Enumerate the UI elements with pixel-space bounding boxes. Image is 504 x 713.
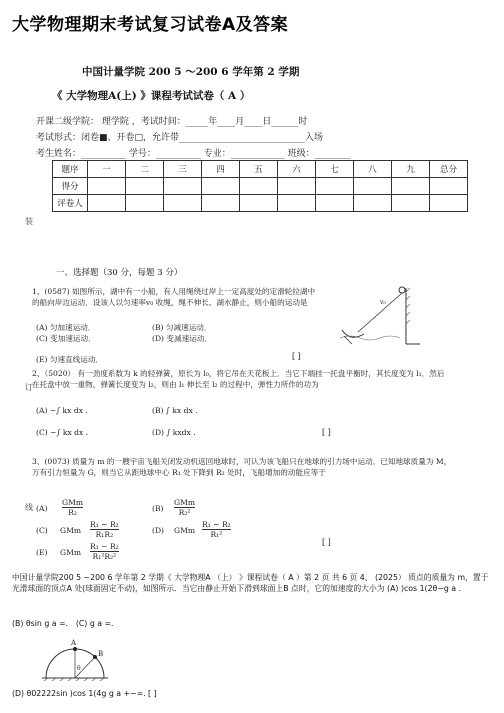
- q3-a-numerator: GMm: [62, 498, 84, 507]
- info-line-2: 考试形式：闭卷■、开卷□，允许带____________________________入场: [36, 133, 324, 143]
- info-line-3: 考生姓名：__________ 学号：__________ 专业：____________ 班级：________: [36, 149, 351, 159]
- q3-c-numerator: R₁ − R₂: [90, 520, 119, 529]
- q3-e-denominator: R₁²R₂²: [92, 552, 117, 561]
- q3-stem: 3、(0073) 质量为 m 的一艘宇宙飞船关闭发动机返回地球时，可认为该飞船只在地球的引力场中运动．已知地球质量为 M，万有引力恒量为 G，则当它从距地球中心 R₁ 处下降到 R₂ 处时，飞船增加的动能应等于: [32, 457, 452, 477]
- score-header: 二: [126, 161, 164, 178]
- q2-stem: 2、（5020） 有一劲度系数为 k 的轻弹簧，原长为 l₀，将它吊在天花板上．当它下端挂一托盘平衡时，其长度变为 l₁．然后在托盘中放一重物，弹簧长度变为 l₂，则由 l₁ 伸长至 l₂ 的过程中，弹性力所作的功为: [32, 369, 445, 389]
- q3-option-c-fraction: [90, 520, 119, 539]
- score-cell[interactable]: [430, 178, 468, 195]
- info-line-1: 开课二级学院： 理学院 ，考试时间：_____年____月____日______时: [36, 117, 308, 127]
- q3-b-denominator: R₂²: [178, 508, 191, 517]
- exam-sheet: [22, 52, 484, 566]
- q1-option-e: (E) 匀速直线运动．: [36, 355, 104, 364]
- score-header: 八: [354, 161, 392, 178]
- q3-d-denominator: R₁²: [210, 530, 223, 539]
- score-header: 总分: [430, 161, 468, 178]
- q3-option-d: (D): [152, 526, 165, 535]
- boat-pulley-figure: [340, 284, 420, 346]
- q3-d-numerator: R₁ − R₂: [202, 520, 231, 529]
- school-line: 中国计量学院 200 5 ～200 6 学年第 2 学期: [82, 66, 300, 78]
- q1-option-c: (C) 变加速运动．: [36, 334, 96, 343]
- bottom-paragraph-3: (D) θ02222sin )cos 1(4g g a +−=. [ ]: [12, 689, 157, 698]
- q3-option-b: (B): [152, 504, 164, 513]
- score-cell[interactable]: [88, 178, 126, 195]
- sphere-figure: [40, 636, 110, 682]
- grader-cell[interactable]: [240, 195, 278, 212]
- q3-d-prefix: GMm: [174, 526, 196, 535]
- document-title: 大学物理期末考试复习试卷A及答案: [12, 15, 289, 35]
- score-cell[interactable]: [316, 178, 354, 195]
- grader-cell[interactable]: [126, 195, 164, 212]
- q3-option-c: (C): [36, 526, 48, 535]
- q3-c-prefix: GMm: [60, 526, 82, 535]
- grader-cell[interactable]: [354, 195, 392, 212]
- q3-option-a: (A): [36, 504, 48, 513]
- grader-cell[interactable]: [88, 195, 126, 212]
- score-header: 五: [240, 161, 278, 178]
- section-heading: 一、选择题（30 分，每题 3 分）: [56, 268, 183, 278]
- grader-cell[interactable]: [392, 195, 430, 212]
- score-header: 七: [316, 161, 354, 178]
- score-cell[interactable]: [240, 178, 278, 195]
- grader-cell[interactable]: [316, 195, 354, 212]
- q2-option-b: (B) ∫ kx dx .: [152, 406, 198, 415]
- score-header: 九: [392, 161, 430, 178]
- q3-option-a-fraction: [62, 498, 83, 517]
- q2-option-d: (D) ∫ kxdx .: [152, 428, 196, 437]
- q3-a-denominator: R₂: [68, 508, 77, 517]
- grader-row: [53, 195, 468, 212]
- score-header: 一: [88, 161, 126, 178]
- q3-option-b-fraction: [174, 498, 195, 517]
- score-cell[interactable]: [354, 178, 392, 195]
- q2-option-a: (A) −∫ kx dx .: [36, 406, 88, 415]
- score-header: 四: [202, 161, 240, 178]
- score-header-row: [53, 161, 468, 178]
- bottom-paragraph-1: 中国计量学院200 5 ~200 6 学年第 2 学期《 大学物理A （上） 》课程试卷（ A ）第 2 页 共 6 页 4、 (2025） 质点的质量为 m，置于光滑球面的顶点A 处(球面固定不动)，如图所示．当它由静止开始下滑到球面上B 点时，它的加速度的大小为 (A) )cos 1(2θ−g a .: [12, 573, 489, 593]
- score-cell[interactable]: [164, 178, 202, 195]
- q3-b-numerator: GMm: [174, 498, 196, 507]
- score-table: [52, 160, 468, 212]
- grader-cell[interactable]: [164, 195, 202, 212]
- grader-row-label: 评卷人: [53, 195, 88, 212]
- q1-answer-bracket[interactable]: [ ]: [292, 352, 301, 361]
- q1-option-b: (B) 匀减速运动．: [152, 323, 212, 332]
- score-cell[interactable]: [392, 178, 430, 195]
- q3-c-denominator: R₁R₂: [95, 530, 114, 539]
- score-header: 题序: [53, 161, 88, 178]
- score-header: 六: [278, 161, 316, 178]
- grader-cell[interactable]: [430, 195, 468, 212]
- q2-answer-bracket[interactable]: [ ]: [322, 428, 331, 437]
- q1-option-d: (D) 变减速运动．: [152, 334, 212, 343]
- q1-stem: 1、(0587) 如图所示，湖中有一小船，有人用绳绕过岸上一定高度处的定滑轮拉湖中的船向岸边运动．设该人以匀速率v₀ 收绳，绳不伸长、湖水静止，则小船的运动是: [32, 287, 316, 307]
- figure-label-v0: v₀: [380, 299, 386, 306]
- figure-label-a: A: [71, 639, 77, 647]
- score-header: 三: [164, 161, 202, 178]
- q3-e-numerator: R₁ − R₂: [90, 542, 119, 551]
- grader-cell[interactable]: [202, 195, 240, 212]
- q2-option-c: (C) −∫ kx dx .: [36, 428, 89, 437]
- score-cell[interactable]: [278, 178, 316, 195]
- figure-label-theta: θ: [77, 665, 81, 672]
- q3-option-e: (E): [36, 548, 48, 557]
- q3-option-e-fraction: [90, 542, 119, 561]
- grader-cell[interactable]: [278, 195, 316, 212]
- q3-e-prefix: GMm: [60, 548, 82, 557]
- binding-label-ding: 订: [25, 383, 33, 392]
- score-row-label: 得分: [53, 178, 88, 195]
- q1-option-a: (A) 匀加速运动．: [36, 323, 96, 332]
- q3-answer-bracket[interactable]: [ ]: [322, 538, 331, 547]
- score-cell[interactable]: [202, 178, 240, 195]
- figure-label-b: B: [98, 650, 104, 658]
- bottom-paragraph-2: (B) θsin g a =． (C) g a =．: [12, 619, 119, 628]
- score-cell[interactable]: [126, 178, 164, 195]
- q3-option-d-fraction: [202, 520, 231, 539]
- subject-line: 《 大学物理A(上) 》课程考试试卷（ A ）: [52, 90, 251, 102]
- score-row: [53, 178, 468, 195]
- binding-label-xian: 线: [25, 503, 33, 512]
- binding-label-zhuang: 装: [25, 217, 33, 226]
